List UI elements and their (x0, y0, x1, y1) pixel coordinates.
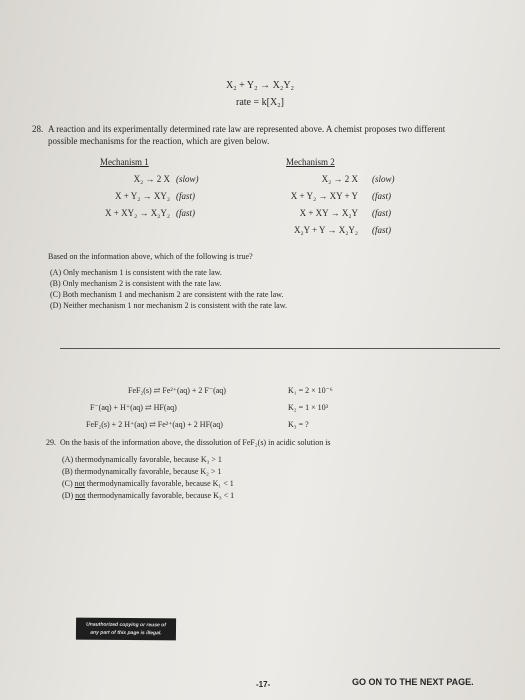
q29-choice-d (62, 491, 234, 500)
q28-choice-d: (D) Neither mechanism 1 nor mechanism 2 is consistent with the rate law. (50, 301, 287, 310)
mechanism-2-step-2-speed: (fast) (372, 191, 391, 201)
q29-number: 29. (46, 438, 56, 447)
mechanism-2-step-3-speed: (fast) (372, 208, 391, 218)
mechanism-2-step-4-speed: (fast) (372, 225, 391, 235)
mechanism-1-step-1: X₂ → 2 X (133, 174, 170, 184)
equilibrium-3: FeF₂(s) + 2 H⁺(aq) ⇄ Fe²⁺(aq) + 2 HF(aq) (86, 420, 223, 429)
header-rate-law: rate = k[X₂] (236, 97, 284, 108)
equilibrium-1: FeF₂(s) ⇄ Fe²⁺(aq) + 2 F⁻(aq) (128, 386, 226, 395)
q28-text-line1: A reaction and its experimentally determined rate law are represented above. A chemist proposes two different (48, 124, 446, 134)
q29-choice-b-prefix: (B) (62, 467, 75, 476)
mechanism-1-step-3: X + XY₂ → X₂Y₂ (105, 208, 170, 218)
q29-text: On the basis of the information above, the dissolution of FeF₂(s) in acidic solution is (60, 438, 331, 447)
mechanism-2-step-4: X₂Y + Y → X₂Y₂ (294, 225, 358, 235)
q29-choice-a-prefix: (A) (62, 455, 76, 464)
q28-prompt: Based on the information above, which of the following is true? (48, 252, 253, 261)
q29-choice-a-text: thermodynamically favorable, because K₃ > 1 (75, 455, 222, 464)
q29-choice-c (62, 479, 234, 488)
q29-choice-b (62, 467, 221, 476)
section-divider (60, 348, 500, 349)
q28-number: 28. (32, 124, 44, 134)
q29-choice-c-neg: not (74, 479, 85, 488)
mechanism-2-step-3: X + XY → X₂Y (299, 208, 358, 218)
stamp-line-1: Unauthorized copying or reuse of (86, 621, 166, 629)
q29-choice-c-text: thermodynamically favorable, because K₁ < 1 (84, 479, 234, 488)
equilibrium-1-k: K₁ = 2 × 10⁻⁶ (288, 386, 333, 395)
equilibrium-2-k: K₂ = 1 × 10³ (288, 403, 328, 412)
mechanism-2-step-1-speed: (slow) (372, 174, 395, 184)
mechanism-1-step-1-speed: (slow) (176, 174, 199, 184)
q29-choice-c-prefix: (C) (62, 479, 75, 488)
mechanism-1-step-2: X + Y₂ → XY₂ (114, 191, 170, 201)
q28-choice-b: (B) Only mechanism 2 is consistent with the rate law. (50, 279, 222, 288)
q28-choice-c: (C) Both mechanism 1 and mechanism 2 are consistent with the rate law. (50, 290, 284, 299)
copyright-stamp (76, 618, 176, 641)
q28-choice-a: (A) Only mechanism 1 is consistent with the rate law. (50, 268, 222, 277)
mechanism-1-step-2-speed: (fast) (176, 191, 195, 201)
q29-choice-b-text: thermodynamically favorable, because K₂ > 1 (74, 467, 222, 476)
go-on-notice: GO ON TO THE NEXT PAGE. (352, 677, 474, 687)
page-number: -17- (256, 680, 271, 689)
header-reaction: X₂ + Y₂ → X₂Y₂ (225, 80, 295, 91)
mechanism-2-step-1: X₂ → 2 X (321, 174, 358, 184)
stamp-line-2: any part of this page is illegal. (90, 629, 162, 637)
q28-text-line2: possible mechanisms for the reaction, which are given below. (48, 136, 270, 146)
q29-choice-d-prefix: (D) (62, 491, 76, 500)
mechanism-2-step-2: X + Y₂ → XY + Y (290, 191, 358, 201)
q29-choice-d-neg: not (75, 491, 86, 500)
mechanism-1-step-3-speed: (fast) (176, 208, 195, 218)
equilibrium-3-k: K₃ = ? (288, 420, 309, 429)
mechanism-2-title: Mechanism 2 (286, 157, 335, 167)
mechanism-1-title: Mechanism 1 (100, 157, 149, 167)
q29-choice-a (62, 455, 222, 464)
equilibrium-2: F⁻(aq) + H⁺(aq) ⇄ HF(aq) (90, 403, 177, 412)
q29-choice-d-text: thermodynamically favorable, because K₃ < 1 (85, 491, 235, 500)
